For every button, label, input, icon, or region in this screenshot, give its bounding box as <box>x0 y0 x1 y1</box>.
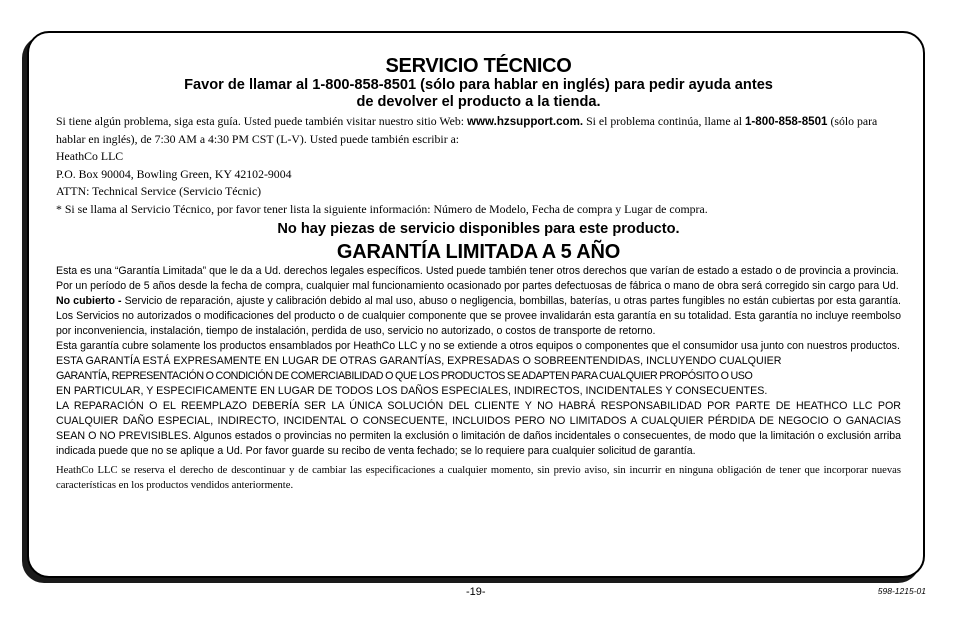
warranty-footer-text: HeathCo LLC se reserva el derecho de descontinuar y de cambiar las especificaciones a cualquier momento, sin previo aviso, sin incurrir en ninguna obligación de tener que incorporar nuevas características en los productos vendidos anteriormente. <box>56 464 901 492</box>
warranty-p5-line3: EN PARTICULAR, Y ESPECIFICAMENTE EN LUGAR DE TODOS LOS DAÑOS ESPECIALES, INDIRECTOS, INCIDENTALES Y CONSECUENTES. <box>56 384 768 397</box>
panel-content <box>56 55 901 494</box>
service-paragraph <box>56 113 901 148</box>
service-subtitle <box>56 77 901 111</box>
service-subtitle-line2: de devolver el producto a la tienda. <box>356 94 601 110</box>
not-covered-text: Servicio de reparación, ajuste y calibración debido al mal uso, abuso o negligencia, bombillas, baterías, u otras partes fungibles no están cubiertas por esta garantía. Los Servicios no autorizados o modificaciones del producto o de cualquier componente que se provee invalidarán esta garantía en su totalidad. Esta garantía no incluye reembolso por inconveniencia, instalación, tiempo de instalación, perdida de uso, servicio no autorizado, o costos de transporte de retorno. <box>56 294 901 337</box>
bordered-panel <box>27 31 925 578</box>
address-line-attn: ATTN: Technical Service (Servicio Técnic) <box>56 184 262 199</box>
warranty-p5-line1: ESTA GARANTÍA ESTÁ EXPRESAMENTE EN LUGAR DE OTRAS GARANTÍAS, EXPRESADAS O SOBREENTENDIDAS, INCLUYENDO CUALQUIER <box>56 354 782 367</box>
address-line-company: HeathCo LLC <box>56 149 124 164</box>
service-text-part3: (sólo para hablar en inglés), de 7:30 AM a 4:30 PM CST (L-V). Usted puede también escribir a: <box>56 114 878 146</box>
service-body <box>56 113 901 219</box>
service-text-part1: Si tiene algún problema, siga esta guía. Usted puede también visitar nuestro sitio Web: <box>56 114 467 128</box>
warranty-p6-caps: LA REPARACIÓN O EL REEMPLAZO DEBERÍA SER LA ÚNICA SOLUCIÓN DEL CLIENTE Y NO HABRÁ RESPONSABILIDAD POR PARTE DE HEATHCO LLC POR CUALQUIER DAÑO ESPECIAL, INDIRECTO, INCIDENTAL O CONSECUENTE, INCLUIDOS PERO NO LIMITADOS A CUALQUIER PÉRDIDA DE NEGOCIO O GANACIAS SEAN O NO PREVISIBLES. <box>56 399 901 442</box>
service-title: SERVICIO TÉCNICO <box>385 55 572 77</box>
address-line-pobox: P.O. Box 90004, Bowling Green, KY 42102-9004 <box>56 166 292 181</box>
no-parts-notice: No hay piezas de servicio disponibles para este producto. <box>277 220 680 237</box>
document-number: 598-1215-01 <box>877 586 926 596</box>
warranty-p1: Esta es una “Garantía Limitada” que le da a Ud. derechos legales específicos. Usted puede también tener otros derechos que varían de estado a estado o de provincia a provincia. <box>56 264 899 277</box>
warranty-footer <box>56 463 901 494</box>
not-covered-label: No cubierto - <box>56 294 122 307</box>
warranty-p5 <box>56 354 901 399</box>
warranty-title: GARANTÍA LIMITADA A 5 AÑO <box>336 240 621 263</box>
service-text-part2: Si el problema continúa, llame al <box>583 114 745 128</box>
service-note: * Si se llama al Servicio Técnico, por favor tener lista la siguiente información: Número de Modelo, Fecha de compra y Lugar de compra. <box>56 201 708 216</box>
warranty-p5-line2: GARANTÍA, REPRESENTACIÓN O CONDICIÓN DE COMERCIABILIDAD O QUE LOS PRODUCTOS SE ADAPTEN PARA CUALQUIER PROPÓSITO O USO <box>56 369 753 382</box>
service-subtitle-line1: Favor de llamar al 1-800-858-8501 (sólo para hablar en inglés) para pedir ayuda antes <box>184 77 773 93</box>
warranty-p6-text: Algunos estados o provincias no permiten la exclusión o limitación de daños incidentales o consecuentes, de modo que la limitación o exclusión arriba indicada puede que no se aplique a Ud. Por favor guarde su recibo de venta fechado; se lo requiere para cualquier solicitud de garantía. <box>56 429 902 457</box>
page-number: -19- <box>466 586 486 598</box>
warranty-p2: Por un período de 5 años desde la fecha de compra, cualquier mal funcionamiento ocasionado por partes defectuosas de fábrica o mano de obra será corregido sin cargo para Ud. <box>56 279 899 292</box>
phone-number: 1-800-858-8501 <box>744 115 828 128</box>
website-link[interactable]: www.hzsupport.com. <box>466 115 584 128</box>
warranty-p3 <box>56 294 901 339</box>
warranty-body <box>56 264 901 459</box>
warranty-p6 <box>56 399 901 459</box>
warranty-p4: Esta garantía cubre solamente los productos ensamblados por HeathCo LLC y no se extiende a otros equipos o componentes que el consumidor usa junto con nuestros productos. <box>56 339 900 352</box>
